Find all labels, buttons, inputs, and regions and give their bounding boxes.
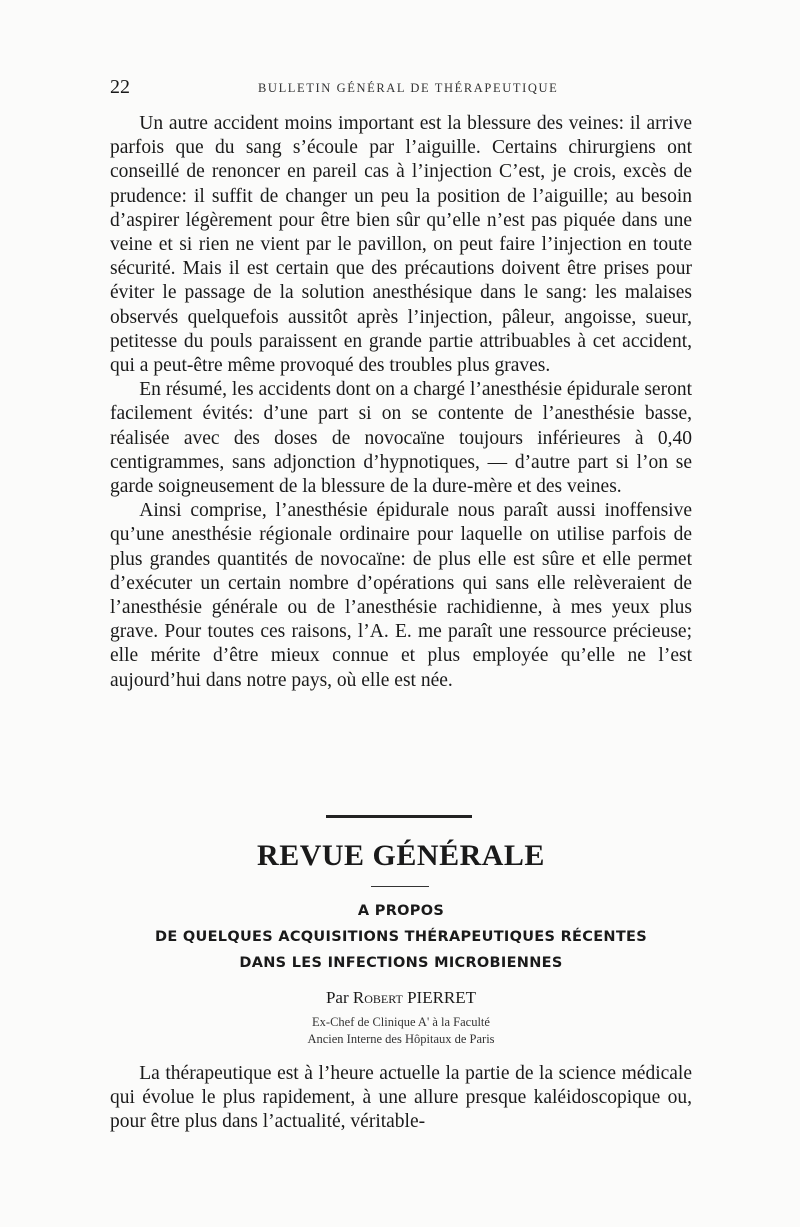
article-title-line: A PROPOS	[357, 903, 445, 919]
page-number: 22	[110, 76, 130, 98]
byline	[110, 986, 692, 1010]
article-title-line: DANS LES INFECTIONS MICROBIENNES	[239, 955, 563, 971]
affiliation-line: Ex-Chef de Clinique A' à la Faculté	[312, 1015, 490, 1029]
section-title: REVUE GÉNÉRALE	[257, 839, 545, 872]
paragraph: La thérapeutique est à l’heure actuelle la partie de la science médicale qui évolue le plus rapidement, à une allure presque kaléidoscopique ou, pour être plus dans l’actualité, véritable-	[110, 1063, 692, 1133]
paragraph: Un autre accident moins important est la blessure des veines: il arrive parfois que du sang s’écoule par l’aiguille. Certains chirurgiens ont conseillé de renoncer en pareil cas à l’injection C’est, je crois, excès de prudence: il suffit de changer un peu la position de l’aiguille; au besoin d’aspirer légèrement pour être bien sûr qu’elle n’est pas piquée dans une veine et si rien ne vient par le pavillon, on peut faire l’injection en toute sécurité. Mais il est certain que des précautions doivent être prises pour éviter le passage de la solution anesthésique dans le sang: les malaises observés quelquefois aussitôt après l’injection, pâleur, angoisse, sueur, petitesse du pouls paraissent en grande partie attribuables à cet accident, qui a peut-être même provoqué des troubles plus graves.	[110, 113, 692, 377]
section-divider	[326, 815, 472, 818]
running-head	[110, 74, 692, 100]
paragraph: Ainsi comprise, l’anesthésie épidurale nous paraît aussi inoffensive qu’une anesthésie régionale ordinaire pour laquelle on utilise parfois de plus grandes quantités de novocaïne: de plus elle est sûre et elle permet d’exécuter un certain nombre d’opérations qui sans elle relèveraient de l’anesthésie générale ou de l’anesthésie rachidienne, à mes yeux plus grave. Pour toutes ces raisons, l’A. E. me paraît une ressource précieuse; elle mérite d’être mieux connue et plus employée qu’elle ne l’est aujourd’hui dans notre pays, où elle est née.	[110, 500, 692, 691]
paragraph: En résumé, les accidents dont on a chargé l’anesthésie épidurale seront facilement évités: d’une part si on se contente de l’anesthésie basse, réalisée avec des doses de novocaïne toujours inférieures à 0,40 centigrammes, sans adjonction d’hypnotiques, — d’autre part si l’on se garde soigneusement de la blessure de la dure-mère et des veines.	[110, 379, 692, 498]
article-title-line: DE QUELQUES ACQUISITIONS THÉRAPEUTIQUES RÉCENTES	[155, 929, 647, 945]
journal-title: BULLETIN GÉNÉRAL DE THÉRAPEUTIQUE	[258, 81, 559, 95]
byline-prefix: Par	[325, 988, 349, 1007]
affiliation-line: Ancien Interne des Hôpitaux de Paris	[307, 1032, 495, 1046]
author-affiliation	[110, 1014, 692, 1048]
body-text-bottom	[110, 1062, 692, 1135]
body-text-top	[110, 112, 692, 693]
title-underline	[371, 886, 429, 887]
article-title	[100, 898, 702, 976]
author-first-name: Robert	[352, 988, 403, 1007]
author-last-name: PIERRET	[407, 988, 477, 1007]
